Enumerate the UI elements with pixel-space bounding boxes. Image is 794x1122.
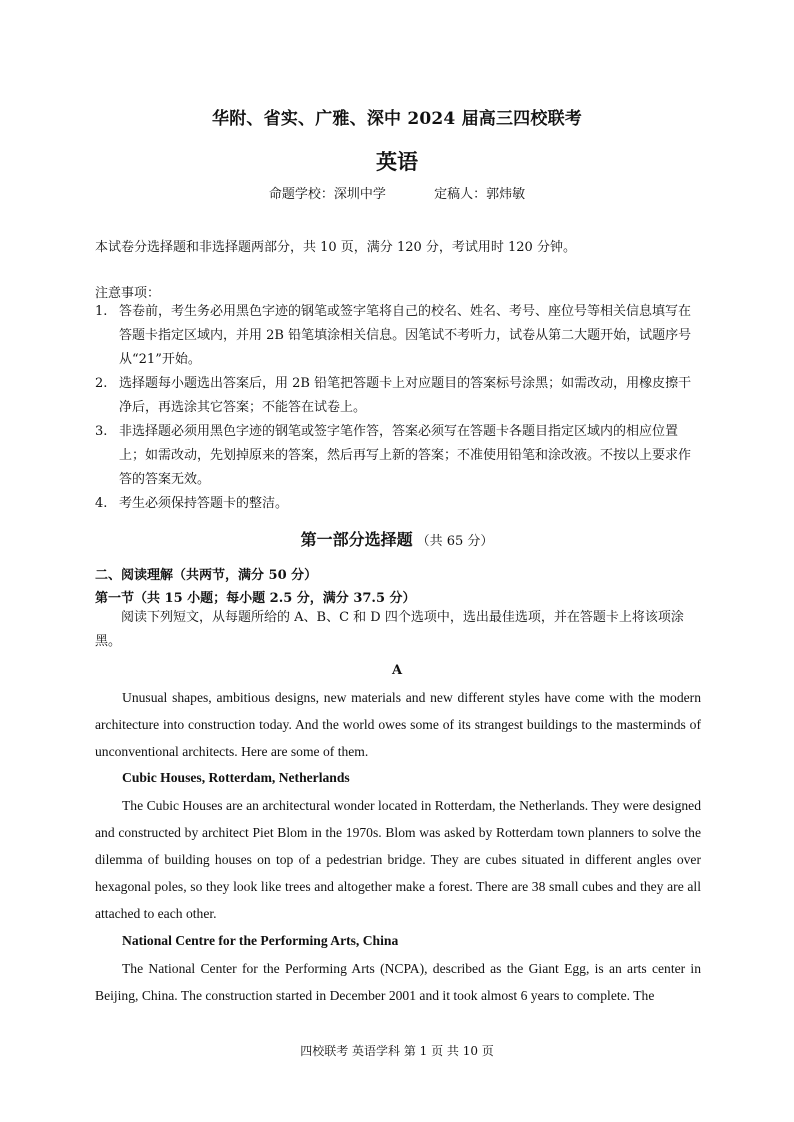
notice-heading: 注意事项：	[95, 286, 161, 301]
notice-text: 答卷前，考生务必用黑色字迹的钢笔或签字笔将自己的校名、姓名、考号、座位号等相关信息填写在答题卡指定区域内，并用 2B 铅笔填涂相关信息。因笔试不考听力，试卷从第二大题开始，试题序号从“21”开始。	[119, 304, 692, 367]
notice-item	[95, 372, 701, 420]
part-one-score: （共 65 分）	[416, 534, 494, 549]
section-heading: 二、阅读理解（共两节，满分 50 分）	[95, 568, 318, 583]
subsection-heading: 第一节（共 15 小题；每小题 2.5 分，满分 37.5 分）	[95, 591, 416, 606]
notice-item	[95, 492, 701, 516]
part-one-title	[0, 527, 794, 550]
notice-number: 2.	[95, 376, 108, 391]
setter-school: 命题学校：深圳中学	[268, 187, 386, 202]
passage-paragraph: The National Center for the Performing Arts (NCPA), described as the Giant Egg, is an arts center in Beijing, China. The construction started in December 2001 and it took almost 6 years to complete. The	[95, 961, 701, 1003]
page-footer: 四校联考 英语学科 第 1 页 共 10 页	[300, 1044, 494, 1058]
passage-subheading: National Centre for the Performing Arts, China	[122, 933, 399, 948]
exam-title: 华附、省实、广雅、深中 2024 届高三四校联考	[212, 109, 582, 129]
passage-label: A	[391, 663, 403, 678]
notice-number: 3.	[95, 424, 108, 439]
notice-item	[95, 300, 701, 372]
finalizer: 定稿人：郭炜敏	[434, 187, 526, 202]
notice-number: 1.	[95, 304, 108, 319]
part-one-label: 第一部分选择题	[300, 530, 413, 549]
passage-paragraph: The Cubic Houses are an architectural wonder located in Rotterdam, the Netherlands. They were designed and constructed by architect Piet Blom in the 1970s. Blom was asked by Rotterdam town planners to solve the dilemma of building houses on top of a pedestrian bridge. They are cubes situated in different angles over hexagonal poles, so they look like trees and altogether make a forest. There are 38 small cubes and they are all attached to each other.	[95, 798, 701, 921]
notice-item	[95, 420, 701, 492]
subject-title: 英语	[376, 149, 418, 174]
notice-text: 非选择题必须用黑色字迹的钢笔或签字笔作答，答案必须写在答题卡各题目指定区域内的相应位置上；如需改动，先划掉原来的答案，然后再写上新的答案；不准使用铅笔和涂改液。不按以上要求作答的答案无效。	[119, 424, 692, 487]
passage-paragraph: Unusual shapes, ambitious designs, new materials and new different styles have come with the modern architecture into construction today. And the world owes some of its strangest buildings to the masterminds of unconventional architects. Here are some of them.	[95, 690, 701, 759]
section-instruction: 阅读下列短文，从每题所给的 A、B、C 和 D 四个选项中，选出最佳选项，并在答题卡上将该项涂黑。	[95, 610, 684, 649]
notice-text: 选择题每小题选出答案后，用 2B 铅笔把答题卡上对应题目的答案标号涂黑；如需改动，用橡皮擦干净后，再选涂其它答案；不能答在试卷上。	[119, 376, 692, 415]
passage-subheading: Cubic Houses, Rotterdam, Netherlands	[122, 770, 350, 785]
exam-meta	[0, 183, 794, 202]
notice-number: 4.	[95, 496, 108, 511]
notice-text: 考生必须保持答题卡的整洁。	[119, 496, 289, 511]
notice-list	[95, 300, 701, 516]
exam-intro: 本试卷分选择题和非选择题两部分，共 10 页，满分 120 分，考试用时 120 分钟。	[95, 240, 576, 255]
